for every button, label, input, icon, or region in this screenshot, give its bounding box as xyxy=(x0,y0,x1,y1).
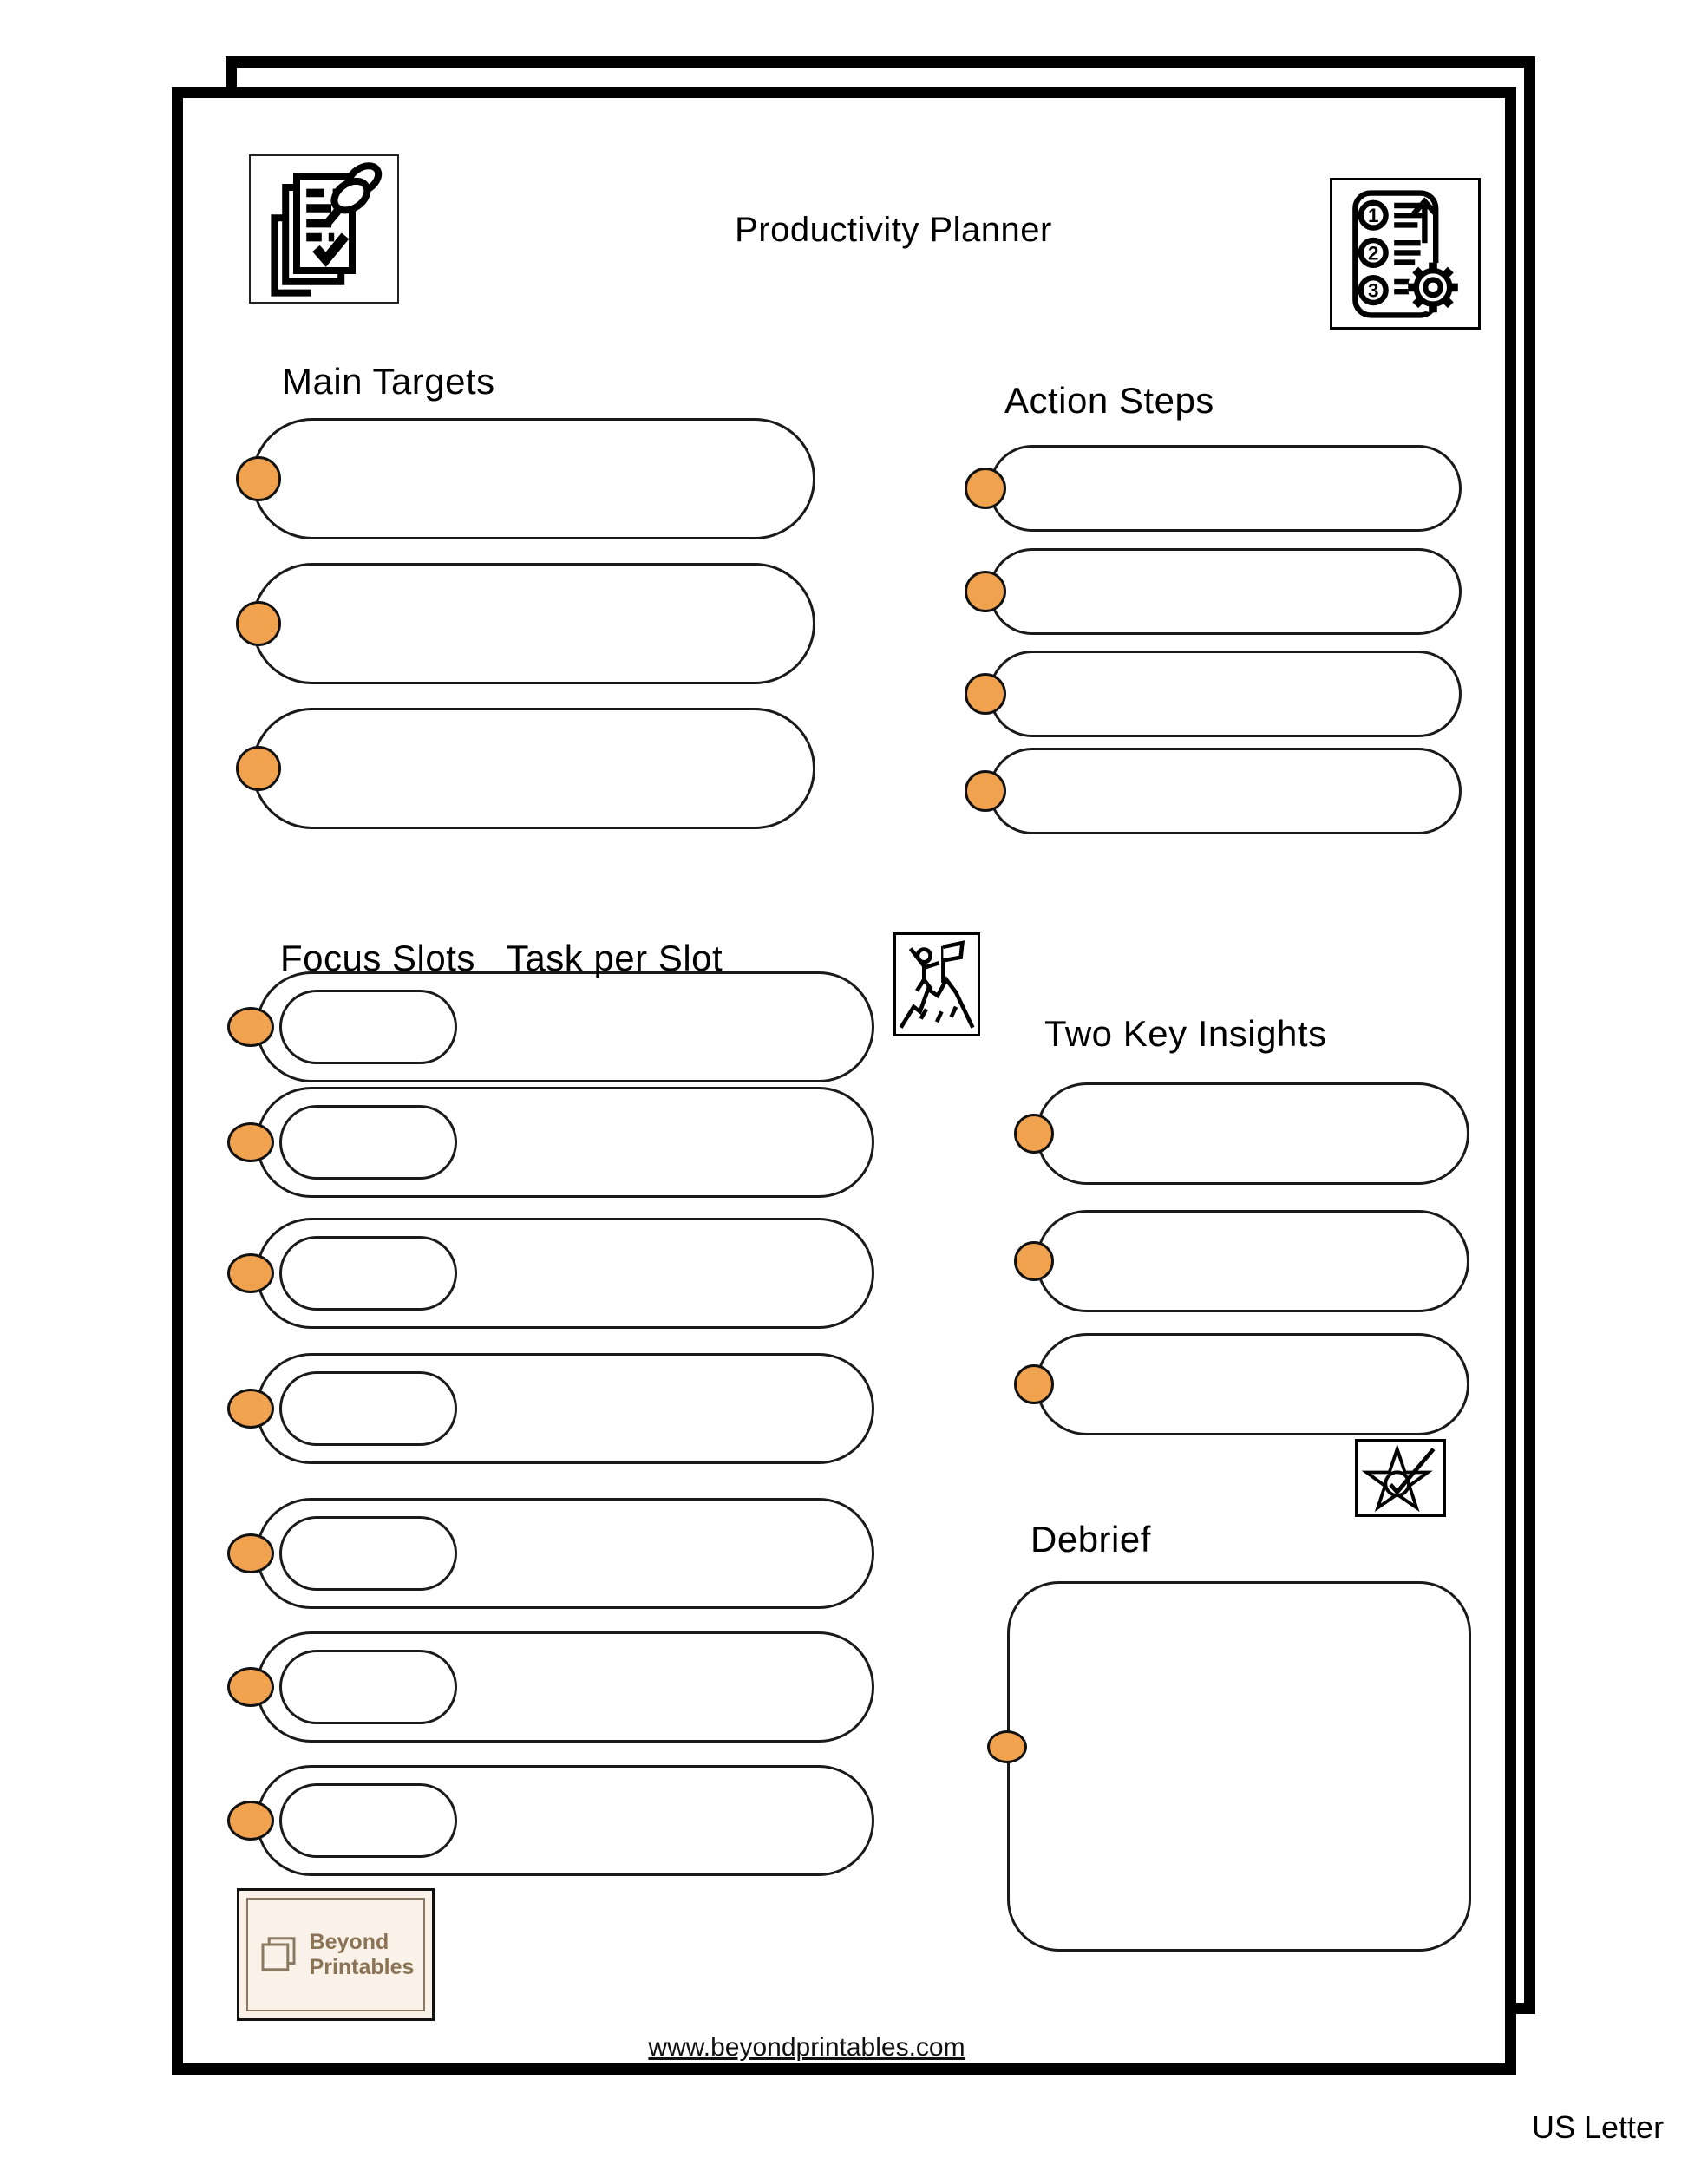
focus-slot-time-1[interactable] xyxy=(279,990,457,1064)
brand-logo-frame xyxy=(246,1898,425,2011)
footer-website-link[interactable]: www.beyondprintables.com xyxy=(648,2033,965,2062)
action-step-bullet-3 xyxy=(965,673,1006,715)
action-step-bullet-2 xyxy=(965,571,1006,612)
main-target-bullet-2 xyxy=(236,601,281,646)
main-targets-heading: Main Targets xyxy=(282,361,495,402)
action-steps-heading: Action Steps xyxy=(1004,380,1214,421)
focus-slot-time-2[interactable] xyxy=(279,1105,457,1180)
focus-slots-label: Focus Slots xyxy=(280,938,475,978)
action-step-field-2[interactable] xyxy=(989,548,1462,635)
debrief-field[interactable] xyxy=(1007,1581,1471,1952)
action-step-bullet-4 xyxy=(965,770,1006,812)
star-check-icon xyxy=(1355,1439,1446,1517)
svg-text:3: 3 xyxy=(1367,279,1379,302)
page-title: Productivity Planner xyxy=(735,211,1052,249)
insight-bullet-2 xyxy=(1014,1241,1054,1281)
main-target-field-2[interactable] xyxy=(252,563,815,684)
numbered-process-gear-icon xyxy=(1330,178,1481,330)
main-target-bullet-3 xyxy=(236,746,281,791)
focus-slot-time-6[interactable] xyxy=(279,1650,457,1724)
debrief-bullet xyxy=(987,1730,1027,1763)
focus-slot-time-7[interactable] xyxy=(279,1783,457,1858)
action-step-field-3[interactable] xyxy=(989,651,1462,737)
svg-text:2: 2 xyxy=(1367,241,1379,264)
focus-slot-bullet-2 xyxy=(227,1122,274,1162)
focus-slots-heading xyxy=(280,939,723,978)
focus-slot-bullet-6 xyxy=(227,1667,274,1707)
svg-text:1: 1 xyxy=(1367,204,1379,226)
main-target-field-1[interactable] xyxy=(252,418,815,539)
action-step-bullet-1 xyxy=(965,468,1006,509)
insight-bullet-1 xyxy=(1014,1114,1054,1154)
main-target-bullet-1 xyxy=(236,456,281,501)
insight-bullet-3 xyxy=(1014,1364,1054,1404)
insight-field-2[interactable] xyxy=(1036,1210,1469,1312)
focus-slot-bullet-3 xyxy=(227,1253,274,1293)
stacked-pages-icon xyxy=(258,1934,299,1976)
task-per-slot-label: Task per Slot xyxy=(506,938,723,978)
brand-logo-text xyxy=(310,1930,415,1980)
focus-slot-bullet-1 xyxy=(227,1007,274,1047)
action-step-field-1[interactable] xyxy=(989,445,1462,532)
debrief-heading: Debrief xyxy=(1030,1519,1151,1560)
focus-slot-bullet-7 xyxy=(227,1801,274,1841)
focus-slot-bullet-5 xyxy=(227,1533,274,1573)
focus-slot-time-3[interactable] xyxy=(279,1236,457,1311)
insight-field-1[interactable] xyxy=(1036,1082,1469,1185)
insight-field-3[interactable] xyxy=(1036,1333,1469,1435)
action-step-field-4[interactable] xyxy=(989,748,1462,834)
paper-size-label: US Letter xyxy=(1532,2109,1665,2145)
brand-logo xyxy=(237,1888,435,2021)
brand-logo-line2: Printables xyxy=(309,1954,415,1979)
main-target-field-3[interactable] xyxy=(252,708,815,829)
focus-slot-bullet-4 xyxy=(227,1389,274,1429)
mountain-summit-flag-icon xyxy=(893,932,980,1036)
pinned-notes-icon xyxy=(249,154,399,304)
focus-slot-time-4[interactable] xyxy=(279,1371,457,1446)
brand-logo-line1: Beyond xyxy=(309,1929,389,1954)
two-key-insights-heading: Two Key Insights xyxy=(1044,1013,1327,1054)
focus-slot-time-5[interactable] xyxy=(279,1516,457,1591)
